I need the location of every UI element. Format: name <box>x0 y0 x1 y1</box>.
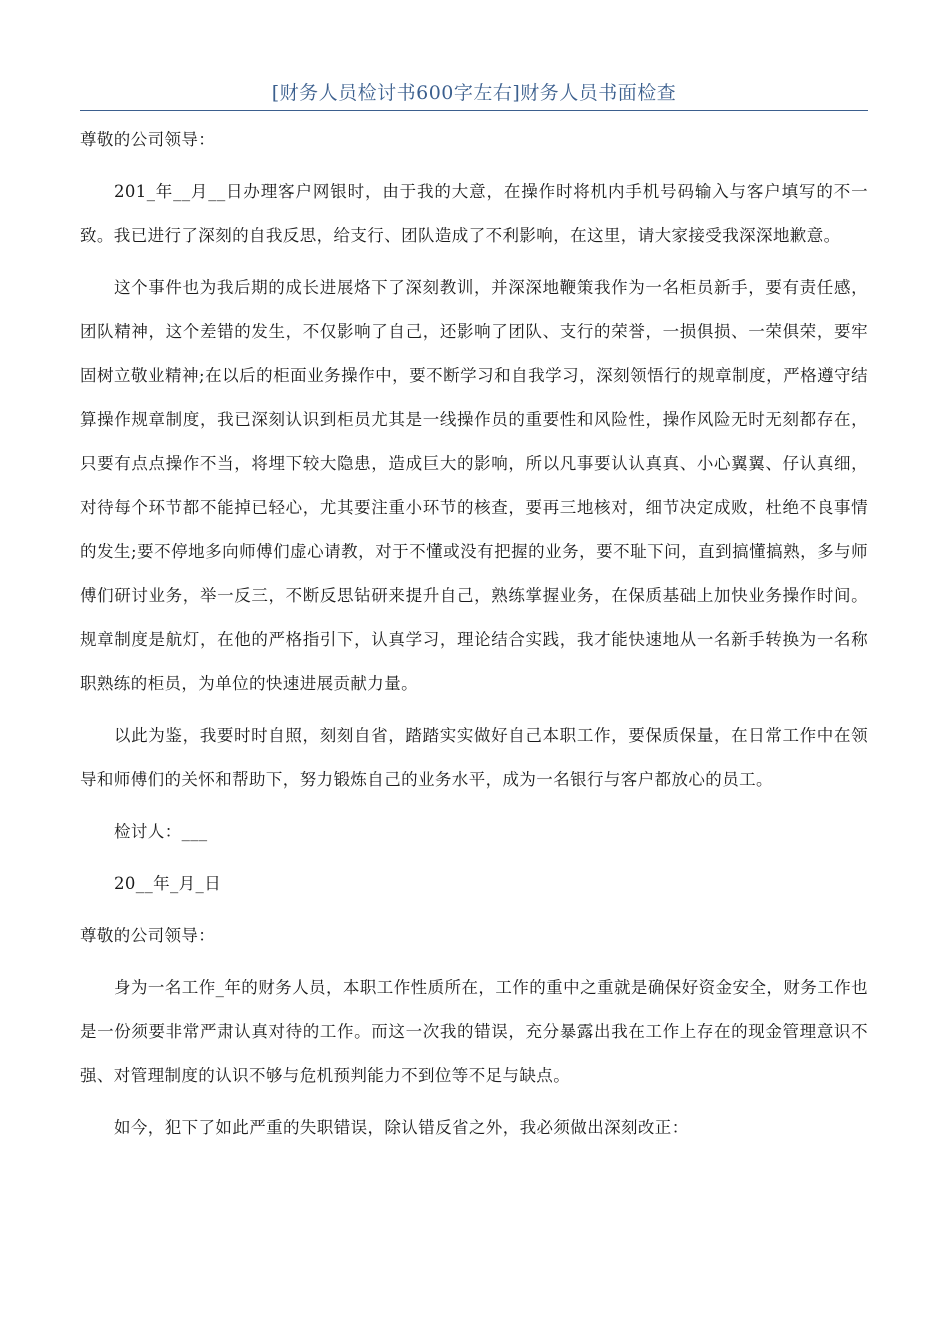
paragraph-lesson: 这个事件也为我后期的成长进展烙下了深刻教训，并深深地鞭策我作为一名柜员新手，要有责任感，团队精神，这个差错的发生，不仅影响了自己，还影响了团队、支行的荣誉，一损俱损、一荣俱荣，要牢固树立敬业精神;在以后的柜面业务操作中，要不断学习和自我学习，深刻领悟行的规章制度，严格遵守结算操作规章制度，我已深刻认识到柜员尤其是一线操作员的重要性和风险性，操作风险无时无刻都存在，只要有点点操作不当，将埋下较大隐患，造成巨大的影响，所以凡事要认认真真、小心翼翼、仔认真细，对待每个环节都不能掉已轻心，尤其要注重小环节的核查，要再三地核对，细节决定成败，杜绝不良事情的发生;要不停地多向师傅们虚心请教，对于不懂或没有把握的业务，要不耻下问，直到搞懂搞熟，多与师傅们研讨业务，举一反三，不断反思钻研来提升自己，熟练掌握业务，在保质基础上加快业务操作时间。规章制度是航灯，在他的严格指引下，认真学习，理论结合实践，我才能快速地从一名新手转换为一名称职熟练的柜员，为单位的快速进展贡献力量。 <box>80 278 868 693</box>
paragraph-incident: 201_年__月__日办理客户网银时，由于我的大意，在操作时将机内手机号码输入与客户填写的不一致。我已进行了深刻的自我反思，给支行、团队造成了不利影响，在这里，请大家接受我深深地歉意。 <box>80 182 868 245</box>
salutation-second: 尊敬的公司领导： <box>80 926 216 945</box>
paragraph-resolution: 以此为鉴，我要时时自照，刻刻自省，踏踏实实做好自己本职工作，要保质保量，在日常工作中在领导和师傅们的关怀和帮助下，努力锻炼自己的业务水平，成为一名银行与客户都放心的员工。 <box>80 726 868 789</box>
document-body <box>80 118 868 1150</box>
paragraph-correction: 如今，犯下了如此严重的失职错误，除认错反省之外，我必须做出深刻改正： <box>114 1118 689 1137</box>
paragraph-finance-role: 身为一名工作_年的财务人员，本职工作性质所在，工作的重中之重就是确保好资金安全，财务工作也是一份须要非常严肃认真对待的工作。而这一次我的错误，充分暴露出我在工作上存在的现金管理意识不强、对管理制度的认识不够与危机预判能力不到位等不足与缺点。 <box>80 978 868 1085</box>
salutation: 尊敬的公司领导： <box>80 130 216 149</box>
signature-line: 检讨人：___ <box>114 822 208 841</box>
document-title: [财务人员检讨书600字左右]财务人员书面检查 <box>271 82 677 104</box>
title-underline <box>80 110 868 111</box>
date-line: 20__年_月_日 <box>114 874 222 893</box>
